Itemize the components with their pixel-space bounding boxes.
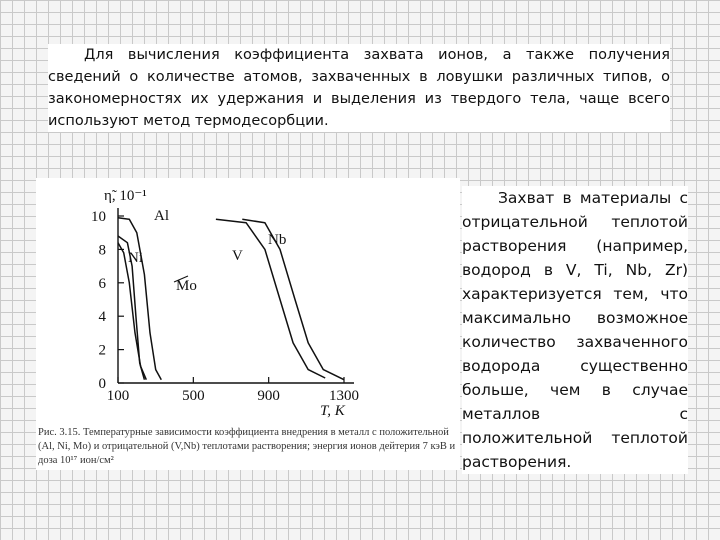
x-tick-label: 500 bbox=[182, 388, 205, 404]
intro-paragraph bbox=[48, 44, 670, 132]
series-label-mo: Mo bbox=[176, 278, 197, 294]
intro-text: Для вычисления коэффициента захвата ионов, а также получения сведений о количестве атомов, захваченных в ловушки различных типов, о закономерностях их удержания и выделения из твердого тела, чаще всего используют метод термодесорбции. bbox=[48, 47, 670, 129]
y-tick-label: 10 bbox=[91, 209, 106, 225]
figure bbox=[36, 178, 460, 470]
y-tick-label: 8 bbox=[98, 242, 106, 259]
side-paragraph bbox=[462, 186, 688, 474]
x-axis-label: T, K bbox=[320, 403, 345, 419]
series-label-al: Al bbox=[154, 208, 169, 224]
series-label-nb: Nb bbox=[268, 232, 287, 248]
x-tick-label: 900 bbox=[257, 388, 280, 404]
y-tick-label: 4 bbox=[98, 309, 106, 326]
y-tick-label: 0 bbox=[98, 376, 106, 392]
series-label-v: V bbox=[232, 248, 243, 264]
y-tick-label: 6 bbox=[98, 275, 106, 292]
x-tick-label: 100 bbox=[106, 388, 130, 404]
y-tick-label: 2 bbox=[98, 342, 106, 359]
y-axis-label: η̃, 10⁻¹ bbox=[104, 188, 147, 204]
side-text: Захват в материалы с отрицательной теплотой растворения (например, водород в V, Ti, Nb, Zr) характеризуется тем, что максимально возможное количество захваченного водорода существенно больше, чем в случае металлов с положительной теплотой растворения. bbox=[462, 189, 688, 471]
temperature-chart bbox=[36, 178, 460, 424]
series-line-nb bbox=[242, 219, 344, 379]
figure-caption: Рис. 3.15. Температурные зависимости коэффициента внедрения в металл с положительной (Al, Ni, Mo) и отрицательной (V,Nb) теплотами растворения; энергия ионов дейтерия 7 кэВ и доза 10¹⁷ ион/см² bbox=[38, 427, 456, 466]
x-tick-label: 1300 bbox=[329, 388, 359, 404]
series-label-ni: Ni bbox=[128, 250, 143, 266]
